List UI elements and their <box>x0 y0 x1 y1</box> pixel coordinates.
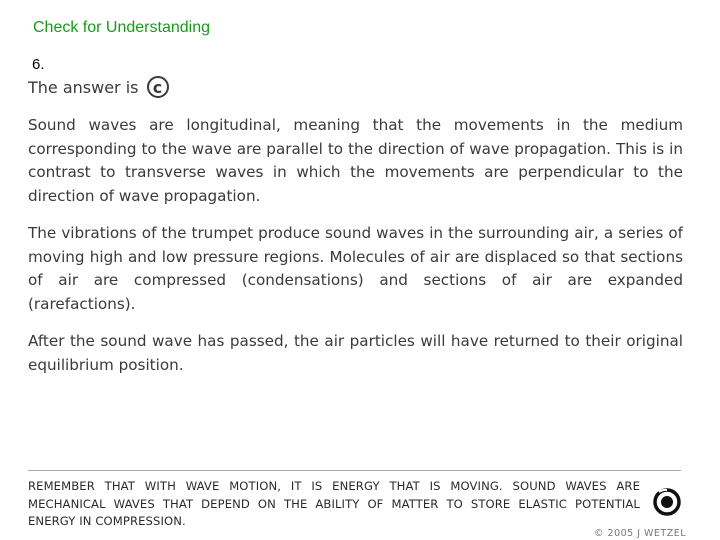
target-icon <box>653 488 681 516</box>
copyright-notice: © 2005 J WETZEL <box>594 528 687 539</box>
explanation-paragraph-1: Sound waves are longitudinal, meaning that the movements in the medium corresponding to the wave are parallel to the direction of wave propagation. This is in contrast to transverse waves in which the movements are perpendicular to the direction of wave propagation. <box>28 116 683 205</box>
explanation-paragraph-3: After the sound wave has passed, the air particles will have returned to their original equilibrium position. <box>28 332 683 374</box>
question-number: 6. <box>32 56 45 73</box>
slide-title: Check for Understanding <box>33 19 210 36</box>
answer-choice-badge: c <box>147 76 169 98</box>
answer-prefix: The answer is <box>28 77 139 97</box>
explanation-paragraph-2: The vibrations of the trumpet produce sound waves in the surrounding air, a series of moving high and low pressure regions. Molecules of air are displaced so that sections of air are compressed (condensations) and sections of air are expanded (rarefactions). <box>28 224 683 313</box>
answer-line <box>28 76 169 98</box>
footer-divider <box>28 470 681 471</box>
remember-note: REMEMBER THAT WITH WAVE MOTION, IT IS ENERGY THAT IS MOVING. SOUND WAVES ARE MECHANICAL WAVES THAT DEPEND ON THE ABILITY OF MATTER TO STORE ELASTIC POTENTIAL ENERGY IN COMPRESSION. <box>28 479 640 528</box>
